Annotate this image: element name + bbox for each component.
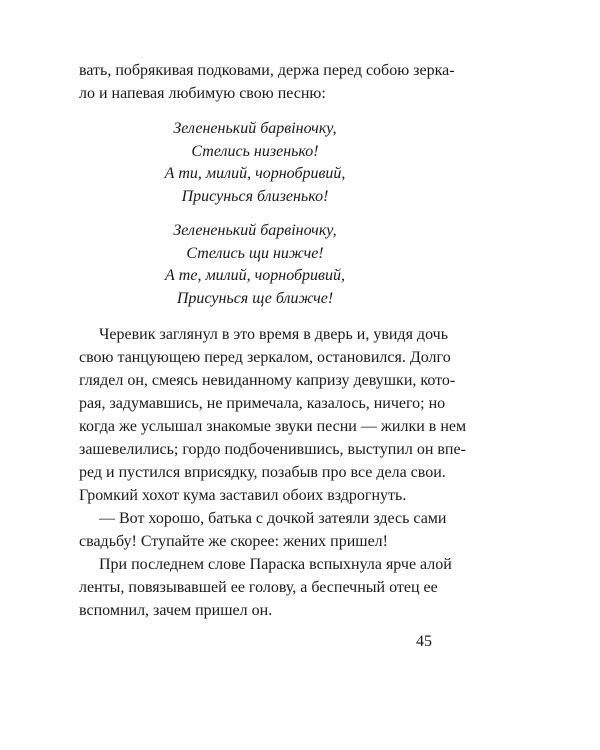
poem-line: Присунься ще ближче! [176, 289, 334, 307]
page-number: 45 [416, 633, 432, 650]
poem-stanza-2 [79, 220, 431, 310]
text-line: свою танцующею перед зеркалом, остановился. Долго [79, 349, 451, 366]
text-line: Черевик заглянул в это время в дверь и, увидя дочь [99, 326, 448, 343]
text-line: когда же услышал знакомые звуки песни — жилки в нем [79, 418, 467, 435]
poem-line: Присунься близенько! [181, 187, 329, 205]
text-line: ред и пустился вприсядку, позабыв про все дела свои. [79, 464, 446, 481]
paragraph-1 [79, 323, 467, 507]
text-line: рая, задумавшись, не примечала, казалось, ничего; но [79, 395, 446, 412]
text-line: ленты, повязывавшей ее голову, а беспечный отец ее [79, 579, 438, 596]
paragraph-2 [79, 507, 447, 553]
poem-line: Стелись щи нижче! [186, 244, 324, 262]
poem-line: Зелененький барвіночку, [173, 120, 337, 137]
poem-line: А ти, милий, чорнобривий, [164, 165, 346, 182]
text-line: зашевелились; гордо подбоченившись, выступил он впе- [79, 441, 466, 458]
poem-line: Стелись низенько! [191, 142, 319, 160]
text-line: вспомнил, зачем пришел он. [79, 602, 273, 619]
prose-body [79, 323, 467, 622]
poem-line: А те, милий, чорнобривий, [165, 267, 345, 284]
poem-stanza-1 [79, 118, 431, 208]
text-line: — Вот хорошо, батька с дочкой затеяли здесь сами [99, 510, 447, 527]
paragraph-3 [79, 553, 452, 622]
poem-line: Зелененький барвіночку, [173, 222, 337, 239]
text-line: свадьбу! Ступайте же скорее: жених пришел! [79, 533, 388, 550]
text-line: глядел он, смеясь невиданному капризу девушки, кото- [79, 372, 456, 389]
text-line: При последнем слове Параска вспыхнула ярче алой [99, 556, 452, 573]
intro-paragraph [79, 59, 455, 105]
text-line: вать, побрякивая подковами, держа перед собою зерка- [79, 62, 455, 79]
text-line: Громкий хохот кума заставил обоих вздрогнуть. [79, 487, 407, 504]
text-line: ло и напевая любимую свою песню: [79, 85, 326, 102]
